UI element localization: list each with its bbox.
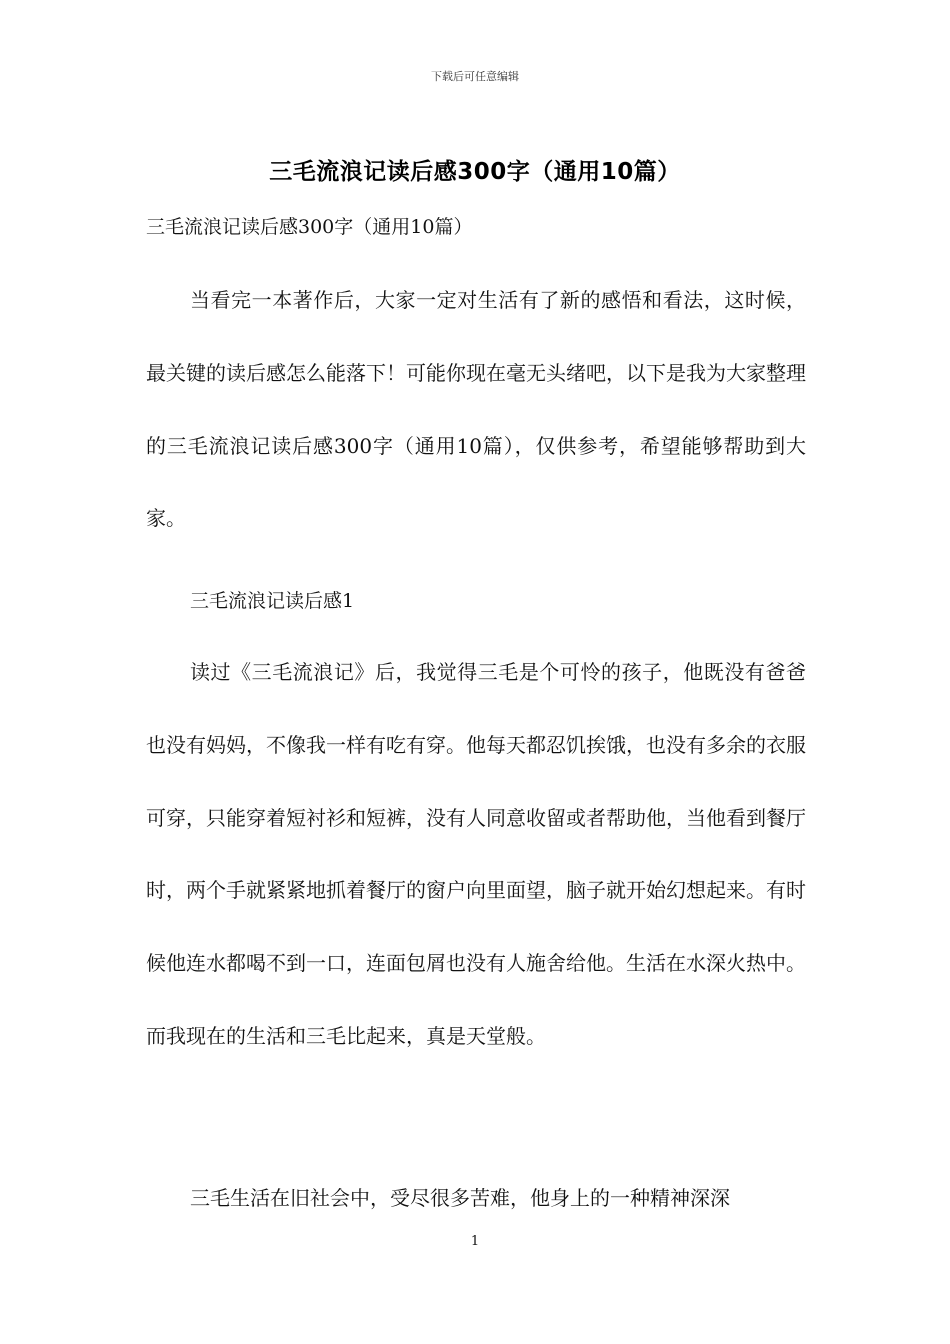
document-title: 三毛流浪记读后感300字（通用10篇）: [269, 159, 681, 185]
page-number: 1: [470, 1234, 480, 1249]
paragraph-1: 读过《三毛流浪记》后，我觉得三毛是个可怜的孩子，他既没有爸爸也没有妈妈，不像我一样有吃有穿。他每天都忍饥挨饿，也没有多余的衣服可穿，只能穿着短衬衫和短裤，没有人同意收留或者帮助他，当他看到餐厅时，两个手就紧紧地抓着餐厅的窗户向里面望，脑子就开始幻想起来。有时候他连水都喝不到一口，连面包屑也没有人施舍给他。生活在水深火热中。而我现在的生活和三毛比起来，真是天堂般。: [146, 660, 806, 1048]
document-subtitle: 三毛流浪记读后感300字（通用10篇）: [146, 216, 473, 238]
intro-paragraph: 当看完一本著作后，大家一定对生活有了新的感悟和看法，这时候，最关键的读后感怎么能落下！可能你现在毫无头绪吧，以下是我为大家整理的三毛流浪记读后感300字（通用10篇），仅供参考，希望能够帮助到大家。: [146, 288, 806, 531]
section-heading: 三毛流浪记读后感1: [190, 590, 355, 612]
header-note: 下载后可任意编辑: [431, 70, 519, 83]
paragraph-2: 三毛生活在旧社会中，受尽很多苦难，他身上的一种精神深深: [190, 1186, 730, 1210]
